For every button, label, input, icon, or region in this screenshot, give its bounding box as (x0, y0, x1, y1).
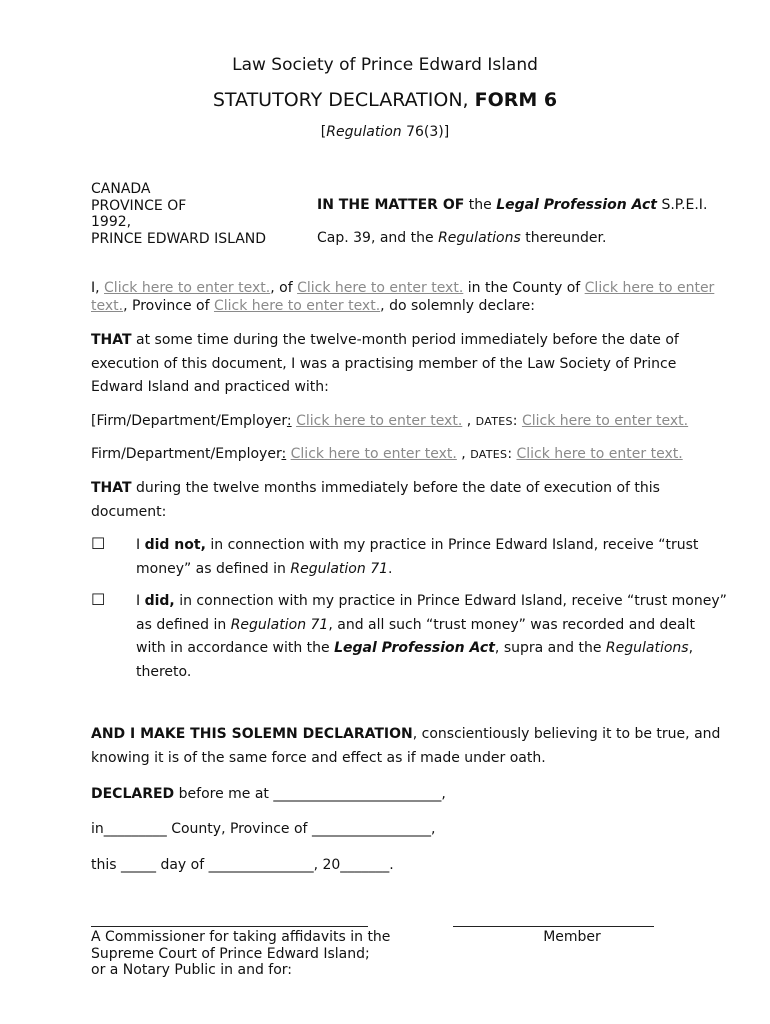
jurisdiction-block (91, 181, 266, 247)
opt-a-reg: Regulation 71 (290, 560, 389, 577)
firm-colon: : (286, 413, 292, 429)
intro-county: in the County of (463, 280, 585, 296)
opt-b-i: I (136, 593, 145, 609)
commissioner-line: A Commissioner for taking affidavits in the (91, 929, 391, 945)
that1-line: execution of this document, I was a practising member of the Law Society of Prince (91, 355, 677, 372)
firm-field-1[interactable]: Click here to enter text. (296, 413, 463, 429)
that-paragraph-2 (91, 477, 731, 524)
opt-a-line: money” as defined in (136, 560, 291, 577)
opt-b-reg: Regulation 71 (230, 616, 329, 633)
dates-field-1[interactable]: Click here to enter text. (521, 413, 689, 429)
intro-i: I, (91, 280, 105, 296)
org-name: Law Society of Prince Edward Island (232, 55, 538, 75)
solemn-paragraph (91, 722, 731, 770)
solemn-bold: AND I MAKE THIS SOLEMN DECLARATION (91, 726, 413, 742)
cap-line (317, 230, 606, 246)
member-signature-line[interactable] (453, 926, 654, 927)
dates-field-2[interactable]: Click here to enter text. (516, 446, 683, 462)
opt-a-end: . (388, 560, 393, 577)
cap-end: thereunder. (520, 230, 607, 246)
form-title (0, 89, 770, 111)
matter-act: Legal Profession Act (496, 197, 658, 213)
firm-field-2[interactable]: Click here to enter text. (290, 446, 457, 462)
dates-colon: : (512, 413, 522, 429)
dates-colon: : (507, 446, 517, 462)
form-number: FORM 6 (474, 89, 558, 111)
that-bold: THAT (91, 332, 132, 348)
matter-the: the (464, 197, 497, 213)
firm-colon: : (281, 446, 287, 462)
jurisdiction-line: PRINCE EDWARD ISLAND (91, 230, 267, 247)
county-field-cont[interactable]: text. (91, 298, 124, 314)
intro-province: , Province of (123, 298, 214, 314)
jurisdiction-line: CANADA (91, 181, 151, 197)
regulation-ref (0, 124, 770, 140)
opt-b-line: thereto. (136, 663, 192, 680)
matter-bold: IN THE MATTER OF (317, 197, 465, 213)
opt-b-line: , (688, 640, 694, 656)
opt-b-line: in connection with my practice in Prince Edward Island, receive “trust money” (174, 593, 727, 609)
opt-a-line: in connection with my practice in Prince Edward Island, receive “trust (205, 537, 699, 553)
reg-word: Regulation (326, 124, 402, 140)
firm-label: Firm/Department/Employer (91, 446, 282, 462)
cap-text: Cap. 39, and the (317, 230, 439, 246)
opt-b-line: , and all such “trust money” was recorded and dealt (328, 616, 696, 633)
reg-num: 76(3)] (401, 124, 450, 140)
date-line[interactable]: this _____ day of _______________, 20_______. (91, 857, 394, 873)
that-paragraph-1 (91, 329, 731, 400)
opt-a-i: I (136, 537, 145, 553)
cap-regulations: Regulations (438, 230, 521, 246)
declared-bold: DECLARED (91, 786, 175, 802)
that-bold: THAT (91, 480, 132, 496)
name-field[interactable]: Click here to enter text. (104, 280, 271, 296)
commissioner-line: or a Notary Public in and for: (91, 962, 293, 978)
matter-line (317, 197, 707, 213)
jurisdiction-line: 1992, (91, 214, 132, 230)
solemn-line: knowing it is of the same force and effect as if made under oath. (91, 750, 546, 766)
opt-a-bold: did not, (144, 537, 206, 553)
opt-b-act: Legal Profession Act (334, 640, 495, 656)
option-did (136, 590, 736, 684)
opt-b-line: , supra and the (494, 640, 606, 656)
intro-declare: , do solemnly declare: (380, 298, 535, 314)
declared-place[interactable]: before me at ________________________, (174, 786, 446, 802)
option-did-not (136, 534, 736, 581)
that2-line: document: (91, 503, 167, 520)
that1-line: Edward Island and practiced with: (91, 379, 329, 395)
firm-sep: , (456, 446, 471, 462)
commissioner-line: Supreme Court of Prince Edward Island; (91, 945, 370, 962)
commissioner-signature-line[interactable] (91, 926, 368, 927)
opt-b-regs: Regulations (605, 640, 689, 656)
declared-line (91, 783, 731, 807)
opt-b-line: with in accordance with the (136, 640, 335, 656)
solemn-line: , conscientiously believing it to be true, and (412, 726, 721, 742)
dates-label: DATES (470, 448, 508, 461)
county-province-line[interactable]: in_________ County, Province of _________________, (91, 821, 436, 837)
province-field[interactable]: Click here to enter text. (213, 298, 381, 314)
firm-sep: , (462, 413, 476, 429)
member-label: Member (543, 929, 601, 945)
reg-open: [ (320, 124, 327, 140)
dates-label: DATES (475, 415, 513, 428)
opt-b-line: as defined in (136, 616, 231, 633)
form-title-text: STATUTORY DECLARATION, (212, 89, 475, 111)
residence-field[interactable]: Click here to enter text. (297, 280, 464, 296)
intro-of: , of (270, 280, 298, 296)
firm-label: [Firm/Department/Employer (91, 413, 287, 429)
commissioner-block (91, 929, 390, 979)
opt-b-bold: did, (144, 593, 175, 609)
that2-line: during the twelve months immediately before the date of execution of this (131, 480, 660, 496)
firm-line-2 (91, 443, 731, 467)
jurisdiction-line: PROVINCE OF (91, 197, 187, 214)
county-field[interactable]: Click here to enter (584, 280, 715, 296)
checkbox-did[interactable]: ☐ (91, 590, 106, 609)
checkbox-did-not[interactable]: ☐ (91, 534, 106, 553)
matter-spei: S.P.E.I. (657, 197, 708, 213)
firm-line-1 (91, 410, 731, 434)
declarant-paragraph (91, 279, 731, 315)
that1-line: at some time during the twelve-month period immediately before the date of (131, 332, 679, 348)
